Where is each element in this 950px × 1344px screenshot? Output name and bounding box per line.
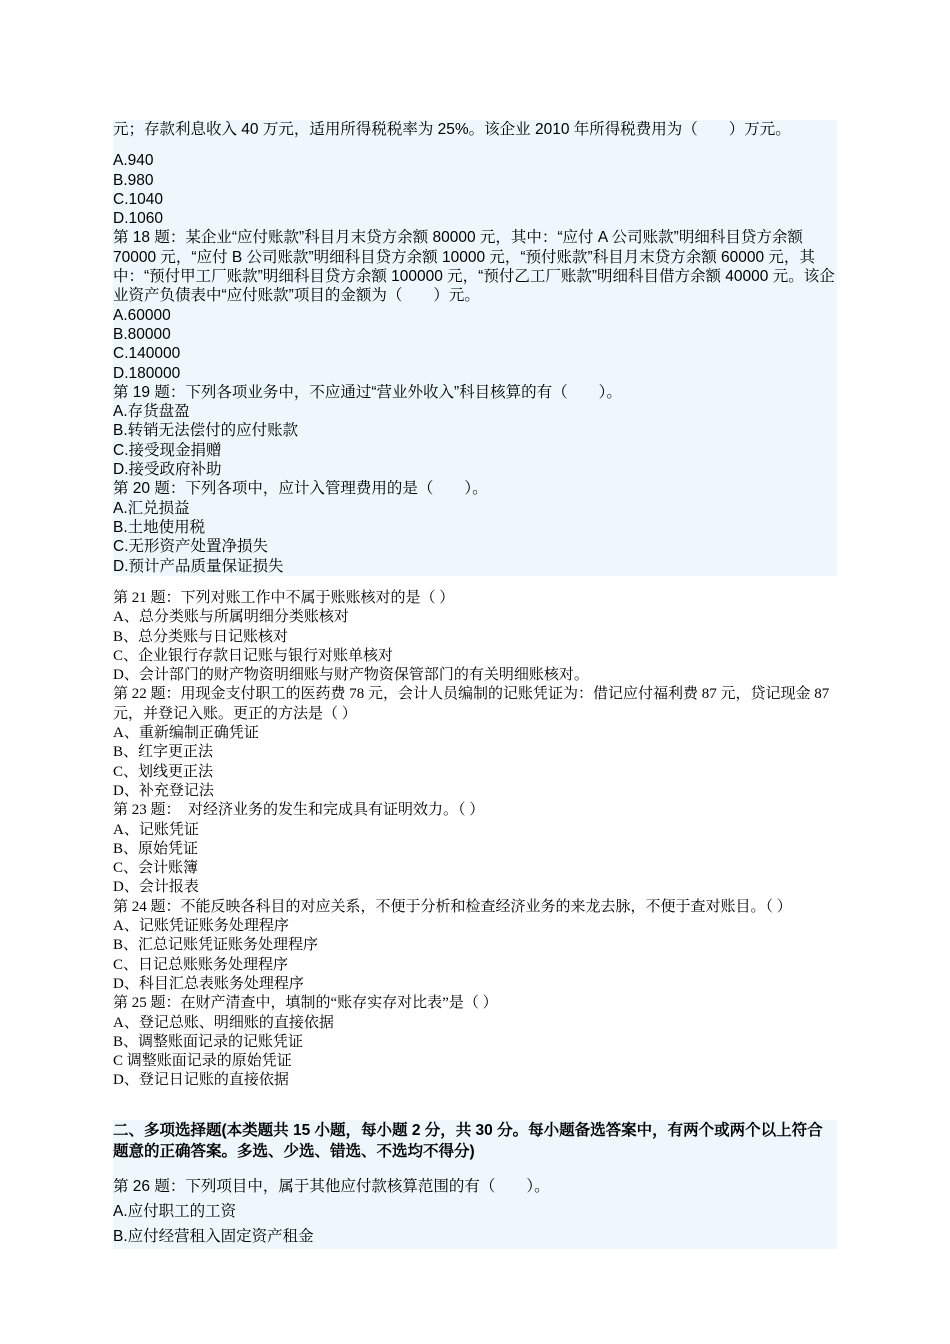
question-17-continuation: 元；存款利息收入 40 万元，适用所得税税率为 25%。该企业 2010 年所得税费用为（ ）万元。: [113, 121, 791, 138]
q19-option-d: D.接受政府补助: [113, 461, 222, 479]
q20-option-c: C.无形资产处置净损失: [113, 538, 269, 556]
q25-option-b: B、调整账面记录的记账凭证: [113, 1033, 304, 1050]
q25-option-a: A、登记总账、明细账的直接依据: [113, 1014, 334, 1031]
q23-option-a: A、记账凭证: [113, 821, 199, 838]
q21-option-a: A、总分类账与所属明细分类账核对: [113, 609, 349, 626]
q25-option-d: D、登记日记账的直接依据: [113, 1072, 289, 1089]
q26-option-b: B.应付经营租入固定资产租金: [113, 1228, 314, 1245]
serif-question-block: [113, 589, 843, 1091]
q22-option-c: C、划线更正法: [113, 763, 214, 780]
q22-option-a: A、重新编制正确凭证: [113, 725, 259, 742]
question-19-stem: 第 19 题：下列各项业务中，不应通过“营业外收入”科目核算的有（ ）。: [113, 383, 622, 401]
question-23-stem: 第 23 题： 对经济业务的发生和完成具有证明效力。（ ）: [113, 802, 485, 819]
q17-option-b: B.980: [113, 171, 154, 189]
q20-option-a: A.汇兑损益: [113, 499, 190, 517]
q19-option-c: C.接受现金捐赠: [113, 441, 222, 459]
q18-option-a: A.60000: [113, 306, 171, 324]
spacer: [113, 1162, 837, 1174]
q18-option-c: C.140000: [113, 345, 181, 363]
q21-option-d: D、会计部门的财产物资明细账与财产物资保管部门的有关明细账核对。: [113, 667, 589, 684]
q22-option-d: D、补充登记法: [113, 782, 214, 799]
q21-option-c: C、企业银行存款日记账与银行对账单核对: [113, 647, 394, 664]
q19-option-a: A.存货盘盈: [113, 403, 190, 421]
q17-option-a: A.940: [113, 152, 154, 170]
q18-option-b: B.80000: [113, 325, 171, 343]
q24-option-a: A、记账凭证账务处理程序: [113, 918, 289, 935]
q25-option-c: C 调整账面记录的原始凭证: [113, 1053, 292, 1070]
q24-option-d: D、科目汇总表账务处理程序: [113, 975, 304, 992]
question-24-stem: 第 24 题：不能反映各科目的对应关系，不便于分析和检查经济业务的来龙去脉，不便于查对账目。（ ）: [113, 898, 792, 915]
q17-option-d: D.1060: [113, 210, 163, 228]
highlighted-question-block: [113, 120, 837, 576]
question-26-stem: 第 26 题：下列项目中，属于其他应付款核算范围的有（ ）。: [113, 1178, 550, 1195]
multiple-choice-section: [113, 1120, 837, 1249]
q22-option-b: B、红字更正法: [113, 744, 214, 761]
q26-option-a: A.应付职工的工资: [113, 1203, 237, 1220]
q20-option-b: B.土地使用税: [113, 518, 206, 536]
question-22-stem: 第 22 题：用现金支付职工的医药费 78 元，会计人员编制的记账凭证为：借记应付福利费 87 元，贷记现金 87 元，并登记入账。更正的方法是（ ）: [113, 686, 830, 722]
q24-option-b: B、汇总记账凭证账务处理程序: [113, 937, 319, 954]
q24-option-c: C、日记总账账务处理程序: [113, 956, 289, 973]
q17-option-c: C.1040: [113, 190, 163, 208]
q19-option-b: B.转销无法偿付的应付账款: [113, 422, 299, 440]
section-heading: 二、多项选择题(本类题共 15 小题，每小题 2 分，共 30 分。每小题备选答案中，有两个或两个以上符合题意的正确答案。多选、少选、错选、不选均不得分): [113, 1122, 823, 1160]
q21-option-b: B、总分类账与日记账核对: [113, 628, 289, 645]
question-25-stem: 第 25 题：在财产清查中，填制的“账存实存对比表”是（ ）: [113, 995, 498, 1012]
question-20-stem: 第 20 题：下列各项中，应计入管理费用的是（ ）。: [113, 480, 488, 498]
q18-option-d: D.180000: [113, 364, 181, 382]
spacer: [113, 139, 837, 151]
q23-option-d: D、会计报表: [113, 879, 199, 896]
q23-option-b: B、原始凭证: [113, 840, 199, 857]
question-18-stem: 第 18 题：某企业“应付账款”科目月末贷方余额 80000 元，其中：“应付 A 公司账款”明细科目贷方余额 70000 元，“应付 B 公司账款”明细科目贷方余额 10000 元，“预付账款”科目月末贷方余额 60000 元，其中：“预付甲工厂账款”明细科目贷方余额 100000 元，“预付乙工厂账款”明细科目借方余额 40000 元。该企业资产负债表中“应付账款”项目的金额为（ ）元。: [113, 229, 835, 305]
q23-option-c: C、会计账簿: [113, 860, 199, 877]
q20-option-d: D.预计产品质量保证损失: [113, 557, 284, 575]
question-21-stem: 第 21 题：下列对账工作中不属于账账核对的是（ ）: [113, 590, 455, 606]
